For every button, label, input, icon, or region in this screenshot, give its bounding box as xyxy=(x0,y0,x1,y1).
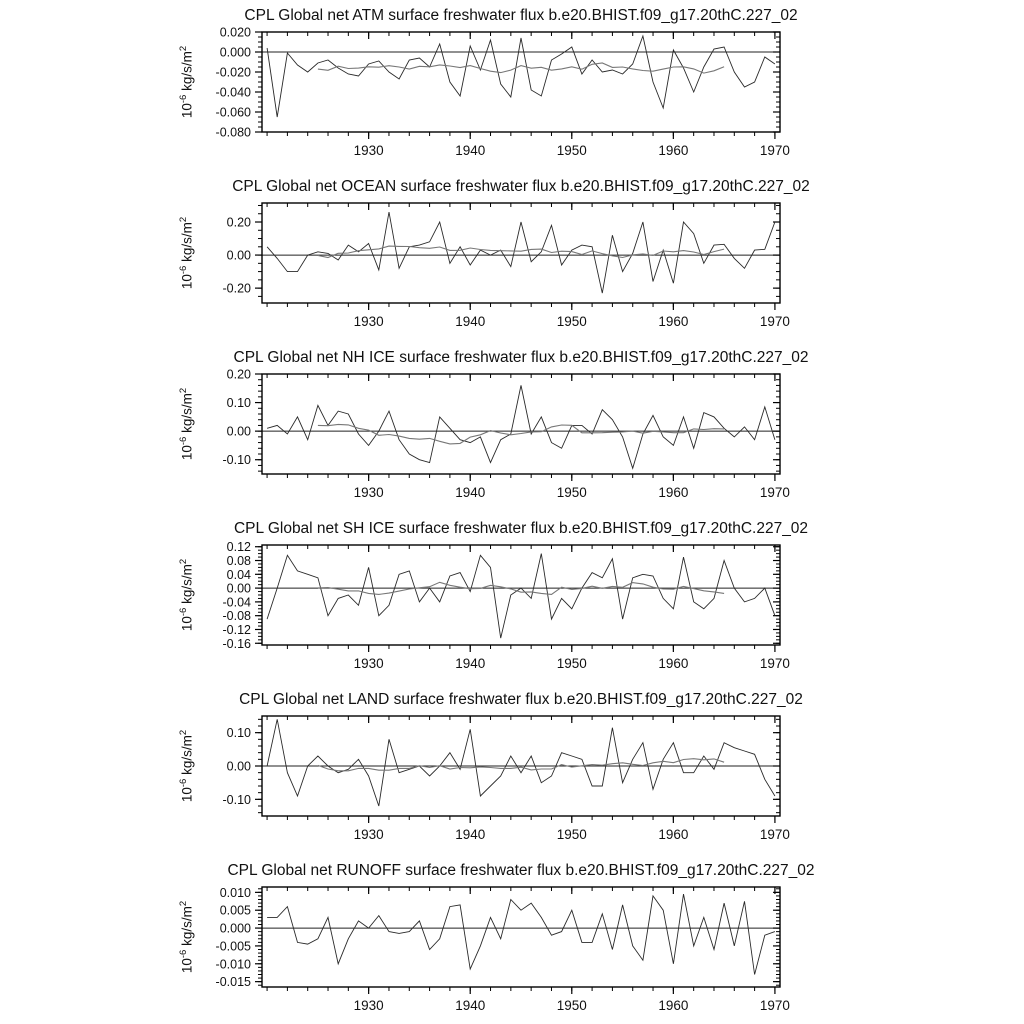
y-axis-label-ocean: $10^{-6}$ $kg/s/m^2$ xyxy=(177,216,195,290)
plot-canvas-ocean xyxy=(0,171,1024,342)
plot-canvas-atm xyxy=(0,0,1024,171)
svg-text:1970: 1970 xyxy=(759,314,790,329)
svg-text:0.00: 0.00 xyxy=(226,248,251,263)
svg-text:-0.04: -0.04 xyxy=(222,595,251,610)
plot-canvas-sh-ice xyxy=(0,513,1024,684)
svg-text:0.000: 0.000 xyxy=(219,45,251,60)
svg-text:-0.080: -0.080 xyxy=(215,125,251,140)
chart-title-runoff: CPL Global net RUNOFF surface freshwater flux b.e20.BHIST.f09_g17.20thC.227_02 xyxy=(227,862,815,879)
chart-panel-nh-ice xyxy=(0,342,1024,513)
svg-text:0.00: 0.00 xyxy=(226,759,251,774)
svg-text:0.10: 0.10 xyxy=(226,396,251,411)
svg-text:-0.060: -0.060 xyxy=(215,105,251,120)
svg-text:1960: 1960 xyxy=(658,998,689,1013)
svg-text:1950: 1950 xyxy=(556,143,587,158)
svg-text:1960: 1960 xyxy=(658,827,689,842)
chart-panel-land xyxy=(0,684,1024,855)
svg-text:0.005: 0.005 xyxy=(219,903,251,918)
svg-text:0.04: 0.04 xyxy=(226,567,251,582)
y-axis-label-sh-ice: $10^{-6}$ $kg/s/m^2$ xyxy=(177,558,195,632)
svg-text:1960: 1960 xyxy=(658,485,689,500)
svg-text:1930: 1930 xyxy=(353,827,384,842)
svg-text:-0.015: -0.015 xyxy=(215,975,251,990)
svg-text:1930: 1930 xyxy=(353,998,384,1013)
svg-text:0.00: 0.00 xyxy=(226,581,251,596)
svg-text:0.12: 0.12 xyxy=(226,540,251,555)
svg-text:0.08: 0.08 xyxy=(226,554,251,569)
svg-text:-0.10: -0.10 xyxy=(222,792,251,807)
svg-text:1930: 1930 xyxy=(353,314,384,329)
svg-text:1960: 1960 xyxy=(658,314,689,329)
svg-text:1940: 1940 xyxy=(455,656,486,671)
y-axis-label-runoff: $10^{-6}$ $kg/s/m^2$ xyxy=(177,900,195,974)
svg-text:1940: 1940 xyxy=(455,998,486,1013)
svg-text:-0.10: -0.10 xyxy=(222,453,251,468)
svg-text:1970: 1970 xyxy=(759,998,790,1013)
svg-text:1950: 1950 xyxy=(556,314,587,329)
chart-panel-sh-ice xyxy=(0,513,1024,684)
svg-text:1950: 1950 xyxy=(556,827,587,842)
y-axis-label-land: $10^{-6}$ $kg/s/m^2$ xyxy=(177,729,195,803)
svg-text:0.20: 0.20 xyxy=(226,215,251,230)
svg-text:-0.08: -0.08 xyxy=(222,609,251,624)
svg-text:0.010: 0.010 xyxy=(219,885,251,900)
plot-canvas-land xyxy=(0,684,1024,855)
plot-canvas-runoff xyxy=(0,855,1024,1024)
svg-text:1930: 1930 xyxy=(353,656,384,671)
chart-title-atm: CPL Global net ATM surface freshwater flux b.e20.BHIST.f09_g17.20thC.227_02 xyxy=(244,7,798,24)
chart-title-sh-ice: CPL Global net SH ICE surface freshwater flux b.e20.BHIST.f09_g17.20thC.227_02 xyxy=(233,520,809,537)
svg-text:1950: 1950 xyxy=(556,998,587,1013)
svg-text:1970: 1970 xyxy=(759,656,790,671)
y-axis-label-nh-ice: $10^{-6}$ $kg/s/m^2$ xyxy=(177,387,195,461)
svg-text:1940: 1940 xyxy=(455,485,486,500)
chart-panel-atm xyxy=(0,0,1024,171)
svg-text:-0.040: -0.040 xyxy=(215,85,251,100)
svg-text:-0.005: -0.005 xyxy=(215,939,251,954)
svg-text:-0.12: -0.12 xyxy=(222,622,251,637)
y-axis-label-atm: $10^{-6}$ $kg/s/m^2$ xyxy=(177,45,195,119)
svg-text:0.000: 0.000 xyxy=(219,921,251,936)
svg-text:-0.16: -0.16 xyxy=(222,636,251,651)
svg-text:1970: 1970 xyxy=(759,485,790,500)
svg-text:0.10: 0.10 xyxy=(226,726,251,741)
svg-text:0.20: 0.20 xyxy=(226,367,251,382)
svg-text:1930: 1930 xyxy=(353,485,384,500)
svg-text:1950: 1950 xyxy=(556,656,587,671)
chart-title-nh-ice: CPL Global net NH ICE surface freshwater flux b.e20.BHIST.f09_g17.20thC.227_02 xyxy=(233,349,809,366)
svg-text:1930: 1930 xyxy=(353,143,384,158)
svg-text:-0.020: -0.020 xyxy=(215,65,251,80)
svg-text:1970: 1970 xyxy=(759,143,790,158)
svg-text:1950: 1950 xyxy=(556,485,587,500)
plot-canvas-nh-ice xyxy=(0,342,1024,513)
svg-text:-0.010: -0.010 xyxy=(215,957,251,972)
svg-text:1960: 1960 xyxy=(658,143,689,158)
svg-text:0.00: 0.00 xyxy=(226,424,251,439)
svg-text:1960: 1960 xyxy=(658,656,689,671)
svg-text:1940: 1940 xyxy=(455,143,486,158)
svg-text:0.020: 0.020 xyxy=(219,25,251,40)
svg-text:-0.20: -0.20 xyxy=(222,281,251,296)
chart-panel-runoff xyxy=(0,855,1024,1024)
chart-title-ocean: CPL Global net OCEAN surface freshwater flux b.e20.BHIST.f09_g17.20thC.227_02 xyxy=(232,178,810,195)
svg-text:1970: 1970 xyxy=(759,827,790,842)
chart-panel-ocean xyxy=(0,171,1024,342)
svg-text:1940: 1940 xyxy=(455,314,486,329)
svg-text:1940: 1940 xyxy=(455,827,486,842)
chart-title-land: CPL Global net LAND surface freshwater flux b.e20.BHIST.f09_g17.20thC.227_02 xyxy=(239,691,803,708)
